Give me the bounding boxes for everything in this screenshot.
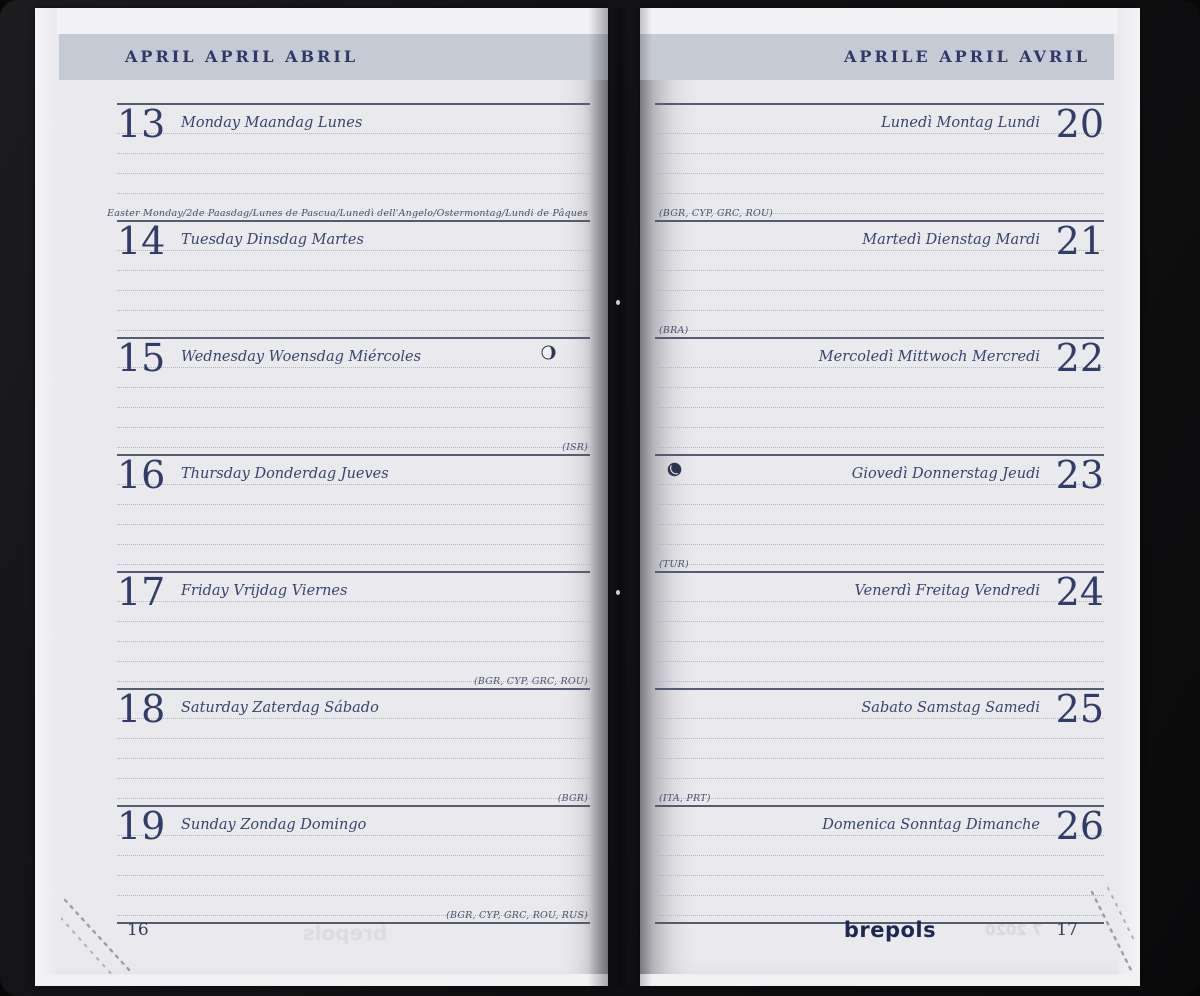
day-head bbox=[655, 453, 1104, 497]
ruled-line bbox=[655, 505, 1104, 525]
right-days bbox=[655, 103, 1104, 924]
ruled-line bbox=[117, 739, 590, 759]
day-number: 22 bbox=[1055, 336, 1104, 380]
ruled-line bbox=[655, 602, 1104, 622]
page-number-right: 17 bbox=[1056, 920, 1078, 940]
ruled-line bbox=[655, 271, 1104, 291]
holiday-note: Easter Monday/2de Paasdag/Lunes de Pascua/Lunedì dell'Angelo/Ostermontag/Lundi de Pâques bbox=[107, 208, 588, 219]
ruled-line bbox=[117, 291, 590, 311]
day-names: Martedì Dienstag Mardi bbox=[862, 232, 1040, 248]
day-names: Mercoledì Mittwoch Mercredi bbox=[818, 349, 1040, 365]
day-names: Saturday Zaterdag Sábado bbox=[181, 700, 379, 716]
ruled-line bbox=[117, 311, 590, 331]
day-block-21 bbox=[655, 220, 1104, 337]
ruled-line bbox=[655, 836, 1104, 856]
day-head bbox=[655, 804, 1104, 848]
ruled-line bbox=[117, 642, 590, 662]
ruled-line bbox=[655, 291, 1104, 311]
day-block-19 bbox=[117, 805, 590, 922]
day-number: 19 bbox=[117, 804, 166, 848]
ruled-line bbox=[655, 662, 1104, 682]
day-names: Sunday Zondag Domingo bbox=[181, 817, 367, 833]
day-names: Wednesday Woensdag Miércoles bbox=[181, 349, 422, 365]
perforation-dots bbox=[1086, 886, 1138, 982]
new-moon-icon bbox=[667, 462, 682, 481]
day-number: 25 bbox=[1055, 687, 1104, 731]
ruled-line bbox=[655, 545, 1104, 565]
binding-thread-speck bbox=[616, 300, 620, 305]
ruled-line bbox=[117, 174, 590, 194]
day-block-25 bbox=[655, 688, 1104, 805]
ruled-line bbox=[117, 876, 590, 896]
ruled-line bbox=[655, 485, 1104, 505]
ruled-line bbox=[655, 779, 1104, 799]
ruled-line bbox=[655, 642, 1104, 662]
showthrough-text: brepols bbox=[302, 921, 388, 945]
ruled-line bbox=[117, 779, 590, 799]
ruled-line bbox=[655, 719, 1104, 739]
last-quarter-moon-icon bbox=[541, 345, 556, 364]
holiday-note: (BGR, CYP, GRC, ROU) bbox=[659, 208, 774, 219]
day-number: 18 bbox=[117, 687, 166, 731]
day-block-22 bbox=[655, 337, 1104, 454]
holiday-note: (ISR) bbox=[562, 442, 588, 453]
ruled-line bbox=[655, 759, 1104, 779]
showthrough-text: 7 2020 bbox=[984, 921, 1042, 939]
day-names: Monday Maandag Lunes bbox=[181, 115, 363, 131]
day-head bbox=[117, 336, 590, 380]
binding-thread-speck bbox=[616, 590, 620, 595]
ruled-line bbox=[117, 485, 590, 505]
day-head bbox=[117, 687, 590, 731]
day-number: 20 bbox=[1055, 102, 1104, 146]
day-number: 23 bbox=[1055, 453, 1104, 497]
day-number: 14 bbox=[117, 219, 166, 263]
ruled-line bbox=[117, 251, 590, 271]
day-names: Sabato Samstag Samedi bbox=[861, 700, 1040, 716]
day-number: 13 bbox=[117, 102, 166, 146]
day-block-17 bbox=[117, 571, 590, 688]
ruled-line bbox=[655, 408, 1104, 428]
month-banner-right: APRILE APRIL AVRIL bbox=[640, 34, 1114, 80]
day-number: 16 bbox=[117, 453, 166, 497]
day-block-15 bbox=[117, 337, 590, 454]
ruled-line bbox=[655, 388, 1104, 408]
month-banner-left: APRIL APRIL ABRIL bbox=[59, 34, 608, 80]
ruled-line bbox=[117, 154, 590, 174]
day-number: 26 bbox=[1055, 804, 1104, 848]
day-number: 17 bbox=[117, 570, 166, 614]
page-side-edge bbox=[35, 8, 57, 986]
day-head bbox=[117, 453, 590, 497]
ruled-line bbox=[655, 739, 1104, 759]
ruled-line bbox=[655, 311, 1104, 331]
ruled-line bbox=[655, 134, 1104, 154]
day-block-16 bbox=[117, 454, 590, 571]
ruled-line bbox=[655, 154, 1104, 174]
day-block-23 bbox=[655, 454, 1104, 571]
left-page bbox=[35, 8, 608, 986]
ruled-line bbox=[117, 505, 590, 525]
page-bottom-edge bbox=[640, 974, 1140, 986]
day-block-14 bbox=[117, 220, 590, 337]
right-page bbox=[640, 8, 1140, 986]
page-number-left: 16 bbox=[127, 920, 149, 940]
day-number: 24 bbox=[1055, 570, 1104, 614]
day-names: Friday Vrijdag Viernes bbox=[181, 583, 348, 599]
left-days bbox=[107, 102, 590, 924]
day-names: Venerdì Freitag Vendredi bbox=[854, 583, 1040, 599]
page-top-edge bbox=[35, 8, 608, 34]
day-head bbox=[117, 102, 590, 146]
day-number: 21 bbox=[1055, 219, 1104, 263]
ruled-line bbox=[655, 368, 1104, 388]
ruled-line bbox=[117, 602, 590, 622]
holiday-note: (BRA) bbox=[659, 325, 689, 336]
day-head bbox=[655, 687, 1104, 731]
holiday-note: (BGR, CYP, GRC, ROU) bbox=[473, 676, 588, 687]
ruled-line bbox=[117, 428, 590, 448]
day-head bbox=[117, 804, 590, 848]
ruled-line bbox=[117, 719, 590, 739]
day-block-13 bbox=[107, 102, 590, 220]
day-number: 15 bbox=[117, 336, 166, 380]
day-head bbox=[117, 570, 590, 614]
ruled-line bbox=[655, 896, 1104, 916]
holiday-note: (BGR, CYP, GRC, ROU, RUS) bbox=[446, 910, 588, 921]
ruled-line bbox=[655, 525, 1104, 545]
day-names: Domenica Sonntag Dimanche bbox=[822, 817, 1040, 833]
ruled-line bbox=[117, 271, 590, 291]
day-block-24 bbox=[655, 571, 1104, 688]
day-names: Thursday Donderdag Jueves bbox=[181, 466, 389, 482]
page-side-edge bbox=[1118, 8, 1140, 986]
ruled-line bbox=[117, 759, 590, 779]
day-names: Lunedì Montag Lundi bbox=[881, 115, 1040, 131]
perforation-dots bbox=[61, 896, 139, 982]
ruled-line bbox=[655, 622, 1104, 642]
brand-logo: brepols bbox=[843, 918, 937, 942]
day-names: Tuesday Dinsdag Martes bbox=[181, 232, 364, 248]
day-head bbox=[117, 219, 590, 263]
ruled-line bbox=[117, 525, 590, 545]
day-head bbox=[655, 219, 1104, 263]
ruled-line bbox=[117, 836, 590, 856]
day-head bbox=[655, 336, 1104, 380]
day-head bbox=[655, 102, 1104, 146]
ruled-line bbox=[117, 388, 590, 408]
ruled-line bbox=[655, 251, 1104, 271]
ruled-line bbox=[117, 134, 590, 154]
holiday-note: (TUR) bbox=[659, 559, 689, 570]
ruled-line bbox=[655, 174, 1104, 194]
ruled-line bbox=[117, 368, 590, 388]
ruled-line bbox=[655, 428, 1104, 448]
page-top-edge bbox=[640, 8, 1140, 34]
holiday-note: (ITA, PRT) bbox=[659, 793, 711, 804]
day-block-18 bbox=[117, 688, 590, 805]
ruled-line bbox=[117, 545, 590, 565]
day-head bbox=[655, 570, 1104, 614]
day-block-26 bbox=[655, 805, 1104, 922]
day-names: Giovedì Donnerstag Jeudi bbox=[851, 466, 1040, 482]
ruled-line bbox=[117, 408, 590, 428]
ruled-line bbox=[655, 856, 1104, 876]
ruled-line bbox=[655, 876, 1104, 896]
holiday-note: (BGR) bbox=[557, 793, 588, 804]
ruled-line bbox=[117, 622, 590, 642]
day-block-20 bbox=[655, 103, 1104, 220]
ruled-line bbox=[117, 856, 590, 876]
